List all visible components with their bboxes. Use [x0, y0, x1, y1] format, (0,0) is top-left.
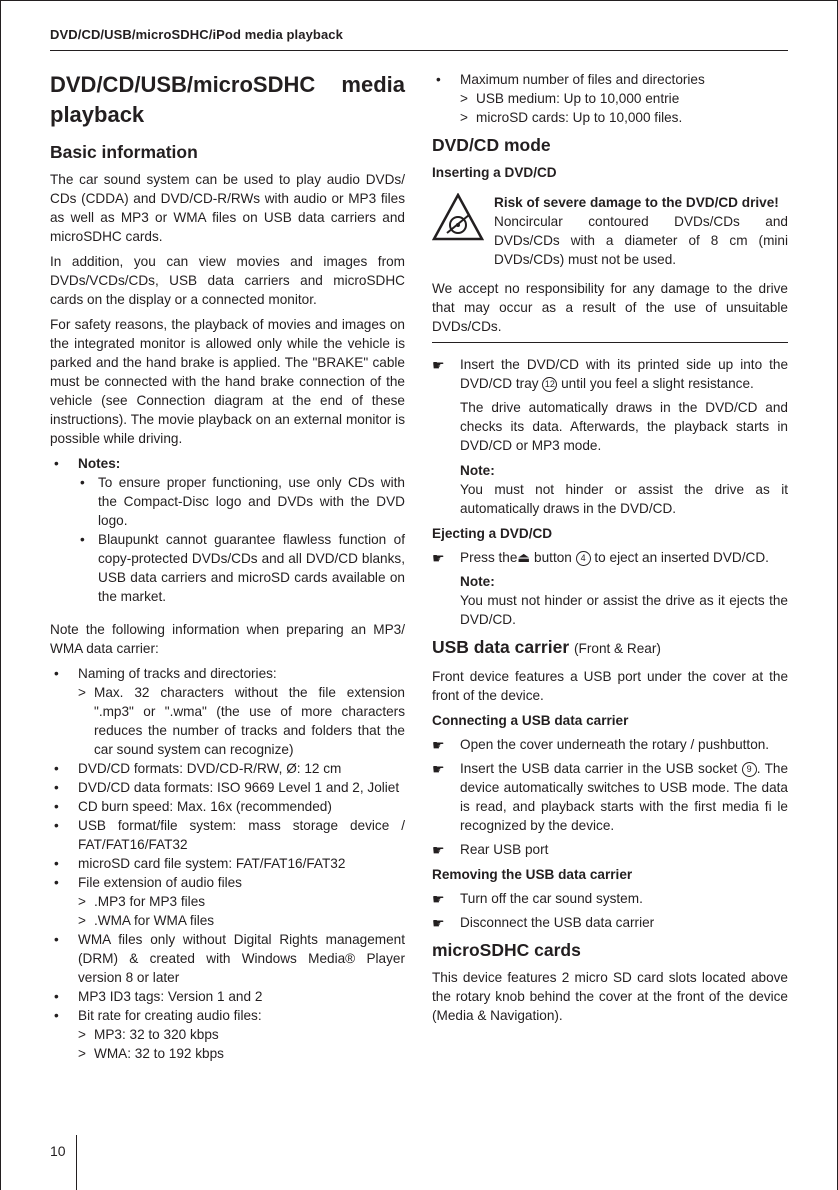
- list-item: [50, 1006, 405, 1063]
- list-item: [432, 70, 788, 127]
- insert-step-text: Insert the DVD/CD with its printed side up into the DVD/CD tray: [460, 357, 788, 391]
- insert-result: [432, 398, 788, 518]
- bitrate-text: Bit rate for creating audio files:: [78, 1008, 262, 1023]
- right-column: [432, 70, 788, 1031]
- eject-note-text: You must not hinder or assist the drive as it ejects the DVD/CD.: [460, 593, 788, 627]
- connect-step: ☛ Insert the USB data carrier in the USB socket 9 . The device automatically switches to USB mode. The data is read, and playback starts with the first media fi le recognized by the device.: [432, 761, 789, 833]
- warning-box: [432, 193, 788, 269]
- footer-rule: [76, 1135, 77, 1190]
- left-column: [50, 70, 405, 1063]
- remove-heading: Removing the USB data carrier: [432, 867, 633, 882]
- dvd-mode-heading: DVD/CD mode: [432, 135, 551, 155]
- running-head: DVD/CD/USB/microSDHC/iPod media playback: [50, 27, 343, 42]
- naming-text: Naming of tracks and directories:: [78, 666, 277, 681]
- bitrate-sublist: [78, 1025, 405, 1063]
- page-frame-top: [0, 0, 838, 1]
- remove-step: [432, 913, 788, 932]
- eject-icon: ⏏: [517, 550, 531, 565]
- list-item: • DVD/CD data formats: ISO 9669 Level 1 and 2, Joliet: [50, 778, 405, 797]
- connect-step-text: Insert the USB data carrier in the USB socket: [460, 761, 738, 776]
- insert-result-text: The drive automatically draws in the DVD/CD and checks its data. Afterwards, the playback starts in DVD/CD or MP3 mode.: [460, 400, 788, 453]
- connect-step-result: The device automatically switches to USB mode. The data is read, and playback starts with the first media fi le recognized by the device.: [460, 761, 789, 833]
- page-title: DVD/CD/USB/microSDHC media playback: [50, 72, 405, 127]
- notes-sublist: [78, 473, 405, 606]
- callout-number: 12: [542, 377, 557, 392]
- list-item: [50, 873, 405, 930]
- connect-step: [432, 840, 788, 859]
- microsd-heading: microSDHC cards: [432, 940, 581, 960]
- note-item: • To ensure proper functioning, use only CDs with the Compact-Disc logo and DVDs with the DVD logo.: [78, 473, 405, 530]
- sub-item: > WMA: 32 to 192 kbps: [78, 1044, 405, 1063]
- page-frame-left: [0, 0, 1, 1190]
- sub-item: > .WMA for WMA files: [78, 911, 405, 930]
- note-label: Note:: [460, 463, 495, 478]
- sub-item: > USB medium: Up to 10,000 entrie: [460, 89, 788, 108]
- usb-heading-sub: (Front & Rear): [574, 641, 661, 656]
- pointing-hand-icon: ☛: [432, 550, 445, 566]
- connect-step-text: Open the cover underneath the rotary / pushbutton.: [460, 737, 770, 752]
- eject-heading: Ejecting a DVD/CD: [432, 526, 553, 541]
- header-rule: [50, 50, 788, 51]
- list-item: • WMA files only without Digital Rights management (DRM) & created with Windows Media® Player version 8 or later: [50, 930, 405, 987]
- connect-step: [432, 735, 788, 754]
- warning-title: Risk of severe damage to the DVD/CD drive!: [494, 195, 779, 210]
- intro-paragraph: The car sound system can be used to play audio DVDs/ CDs (CDDA) and DVD/CD-R/RWs with audio or MP3 files as well as MP3 or WMA files on USB data carriers and microSDHC cards.: [50, 172, 405, 244]
- warning-text-block: [494, 193, 788, 269]
- notes-label: Notes:: [78, 456, 121, 471]
- note-item: • Blaupunkt cannot guarantee flawless function of copy-protected DVDs/CDs and all DVD/CD blanks, USB data carriers and microSD cards available on the market.: [78, 530, 405, 606]
- warning-triangle-icon: [432, 193, 484, 241]
- usb-heading: [432, 635, 788, 661]
- pointing-hand-icon: ☛: [432, 891, 445, 907]
- note-label: Note:: [460, 574, 495, 589]
- eject-step-button-text: button: [534, 550, 572, 565]
- callout-number: 4: [576, 551, 591, 566]
- eject-step-text-end: to eject an inserted DVD/CD.: [594, 550, 769, 565]
- connect-step-text: Rear USB port: [460, 842, 549, 857]
- notes-item: [50, 454, 405, 606]
- naming-sublist: [78, 683, 405, 759]
- pointing-hand-icon: ☛: [432, 842, 445, 858]
- sub-item: > MP3: 32 to 320 kbps: [78, 1025, 405, 1044]
- microsd-text: This device features 2 micro SD card slots located above the rotary knob behind the cover at the front of the device (Media & Navigation).: [432, 970, 788, 1023]
- eject-note: [432, 572, 788, 629]
- notes-list: [50, 454, 405, 606]
- inserting-heading: Inserting a DVD/CD: [432, 165, 557, 180]
- section-rule: [432, 342, 788, 343]
- insert-note-text: You must not hinder or assist the drive as it automatically draws in the DVD/CD.: [460, 482, 788, 516]
- usb-intro: Front device features a USB port under the cover at the front of the device.: [432, 669, 788, 703]
- insert-step-text-end: until you feel a slight resistance.: [561, 376, 754, 391]
- list-item: • microSD card file system: FAT/FAT16/FAT32: [50, 854, 405, 873]
- max-files-text: Maximum number of files and directories: [460, 72, 705, 87]
- remove-step: [432, 889, 788, 908]
- list-item: • USB format/file system: mass storage device / FAT/FAT16/FAT32: [50, 816, 405, 854]
- page-number: 10: [50, 1143, 66, 1159]
- connect-heading: Connecting a USB data carrier: [432, 713, 629, 728]
- max-files-list: [432, 70, 788, 127]
- basic-info-heading: Basic information: [50, 142, 198, 162]
- remove-step-text: Turn off the car sound system.: [460, 891, 643, 906]
- display-paragraph: In addition, you can view movies and images from DVDs/VCDs/CDs, USB data carriers and microSDHC cards on the display or a connected monitor.: [50, 254, 405, 307]
- list-item: • DVD/CD formats: DVD/CD-R/RW, Ø: 12 cm: [50, 759, 405, 778]
- eject-step: [432, 548, 788, 567]
- callout-number: 9: [742, 762, 757, 777]
- pointing-hand-icon: ☛: [432, 737, 445, 753]
- sub-item: > .MP3 for MP3 files: [78, 892, 405, 911]
- file-ext-sublist: [78, 892, 405, 930]
- remove-step-text: Disconnect the USB data carrier: [460, 915, 655, 930]
- pointing-hand-icon: ☛: [432, 357, 445, 373]
- prep-intro: Note the following information when preparing an MP3/ WMA data carrier:: [50, 622, 405, 656]
- sub-item: > Max. 32 characters without the file extension ".mp3" or ".wma" (the use of more characters reduces the number of tracks and folders that the car sound system can recognize): [78, 683, 405, 759]
- usb-heading-text: USB data carrier: [432, 637, 570, 657]
- responsibility-paragraph: We accept no responsibility for any damage to the drive that may occur as a result of the use of unsuitable DVDs/CDs.: [432, 281, 788, 334]
- file-ext-text: File extension of audio files: [78, 875, 242, 890]
- insert-step: [432, 355, 788, 393]
- prep-list: [50, 664, 405, 1063]
- list-item: • CD burn speed: Max. 16x (recommended): [50, 797, 405, 816]
- warning-text: Noncircular contoured DVDs/CDs and DVDs/CDs with a diameter of 8 cm (mini DVDs/CDs) must not be used.: [494, 214, 788, 267]
- safety-paragraph: For safety reasons, the playback of movies and images on the integrated monitor is allowed only while the vehicle is parked and the hand brake is applied. The "BRAKE" cable must be connected with the hand brake connection of the vehicle (see Connection diagram at the end of these instructions). The movie playback on an external monitor is possible while driving.: [50, 317, 405, 446]
- list-item: [50, 664, 405, 759]
- pointing-hand-icon: ☛: [432, 915, 445, 931]
- pointing-hand-icon: ☛: [432, 761, 445, 777]
- list-item: • MP3 ID3 tags: Version 1 and 2: [50, 987, 405, 1006]
- max-files-sublist: [460, 89, 788, 127]
- sub-item: > microSD cards: Up to 10,000 files.: [460, 108, 788, 127]
- eject-step-text: Press the: [460, 550, 518, 565]
